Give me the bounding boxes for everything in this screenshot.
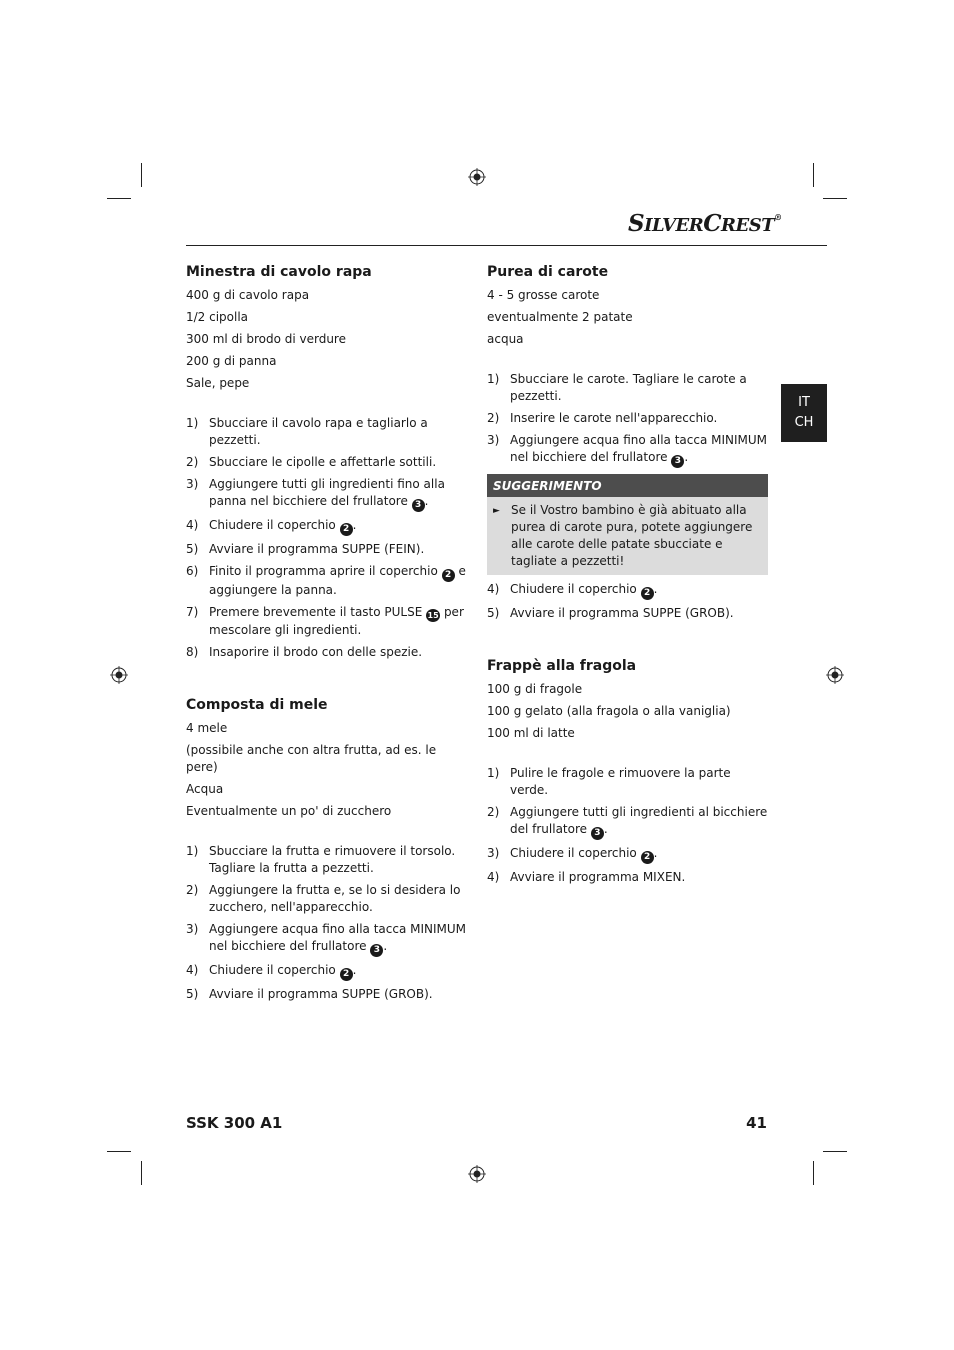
ingredient-list: [487, 287, 768, 348]
arrow-bullet-icon: ►: [493, 506, 500, 516]
step-number: 2): [487, 411, 500, 425]
step-number: 4): [186, 518, 199, 532]
step-list: [186, 843, 468, 1003]
step-number: 3): [186, 477, 199, 491]
step-number: 4): [186, 963, 199, 977]
step-item: [487, 845, 768, 864]
step-text: Aggiungere acqua fino alla tacca MINIMUM nel bicchiere del frullatore 3 .: [510, 433, 768, 466]
step-list: [487, 581, 768, 622]
step-text: Inserire le carote nell'apparecchio.: [510, 411, 718, 425]
ingredient-item: 200 g di panna: [186, 354, 277, 368]
recipe-title: Minestra di cavolo rapa: [186, 264, 372, 280]
step-number: 3): [487, 846, 500, 860]
step-item: [186, 604, 468, 639]
ingredient-item: 100 g gelato (alla fragola o alla vaniglia): [487, 704, 731, 718]
ingredient-item: Sale, pepe: [186, 376, 250, 390]
crop-mark: [141, 163, 142, 187]
step-item: [487, 432, 768, 468]
step-number: 1): [487, 372, 500, 386]
step-item: [186, 843, 468, 877]
step-text: Chiudere il coperchio 2 .: [510, 846, 658, 862]
step-text: Sbucciare la frutta e rimuovere il torsolo. Tagliare la frutta a pezzetti.: [209, 844, 456, 875]
step-number: 5): [186, 987, 199, 1001]
ingredient-item: eventualmente 2 patate: [487, 310, 633, 324]
step-item: [186, 541, 468, 558]
part-reference-icon: 3: [671, 455, 684, 468]
step-item: [487, 605, 768, 622]
step-text: Avviare il programma SUPPE (GROB).: [209, 987, 433, 1001]
step-number: 3): [186, 922, 199, 936]
ingredient-item: (possibile anche con altra frutta, ad es. le pere): [186, 743, 437, 774]
step-text: Aggiungere tutti gli ingredienti fino alla panna nel bicchiere del frullatore 3 .: [209, 477, 445, 510]
part-reference-icon: 15: [427, 611, 439, 620]
ingredient-list: [186, 287, 468, 392]
step-number: 8): [186, 645, 199, 659]
ingredient-item: 300 ml di brodo di verdure: [186, 332, 346, 346]
ingredient-item: 4 - 5 grosse carote: [487, 288, 600, 302]
step-item: [186, 962, 468, 981]
part-reference-icon: 3: [412, 499, 425, 512]
model-number: SSK 300 A1: [186, 1114, 283, 1132]
registration-mark-icon: [826, 666, 844, 684]
tip-text: Se il Vostro bambino è già abituato alla purea di carote pura, potete aggiungere alle carote delle patate sbucciate e tagliate a pezzetti!: [511, 503, 753, 568]
step-number: 2): [487, 805, 500, 819]
recipe-title: Composta di mele: [186, 697, 328, 713]
step-item: [186, 517, 468, 536]
step-text: Premere brevemente il tasto PULSE 15 per mescolare gli ingredienti.: [209, 605, 464, 637]
country-code: CH: [794, 415, 814, 430]
step-text: Chiudere il coperchio 2 .: [510, 582, 658, 598]
right-column: [487, 264, 768, 891]
step-item: [186, 454, 468, 471]
step-text: Sbucciare le carote. Tagliare le carote a pezzetti.: [510, 372, 747, 403]
step-text: Aggiungere la frutta e, se lo si desidera lo zucchero, nell'apparecchio.: [209, 883, 461, 914]
crop-mark: [107, 1151, 131, 1152]
left-column: [186, 264, 468, 1008]
step-item: [487, 765, 768, 799]
step-item: [186, 986, 468, 1003]
step-item: [487, 371, 768, 405]
part-reference-icon: 3: [591, 827, 604, 840]
step-text: Insaporire il brodo con delle spezie.: [209, 645, 423, 659]
part-reference-icon: 2: [641, 851, 654, 864]
step-number: 1): [487, 766, 500, 780]
step-list: [487, 371, 768, 468]
step-list: [186, 415, 468, 661]
step-item: [487, 581, 768, 600]
step-item: [487, 869, 768, 886]
recipe-title: Purea di carote: [487, 264, 609, 280]
step-item: [186, 415, 468, 449]
step-item: [186, 882, 468, 916]
crop-mark: [813, 1161, 814, 1185]
step-number: 2): [186, 455, 199, 469]
registration-mark-icon: [468, 168, 486, 186]
step-item: [186, 644, 468, 661]
registration-mark-icon: [110, 666, 128, 684]
step-number: 5): [186, 542, 199, 556]
ingredient-item: acqua: [487, 332, 524, 346]
step-number: 7): [186, 605, 199, 619]
step-number: 1): [186, 416, 199, 430]
ingredient-item: 100 g di fragole: [487, 682, 583, 696]
recipe-title: Frappè alla fragola: [487, 658, 637, 674]
crop-mark: [107, 198, 131, 199]
step-number: 3): [487, 433, 500, 447]
crop-mark: [141, 1161, 142, 1185]
ingredient-item: 400 g di cavolo rapa: [186, 288, 310, 302]
tip-box: [487, 497, 768, 575]
step-text: Aggiungere acqua fino alla tacca MINIMUM nel bicchiere del frullatore 3 .: [209, 922, 467, 955]
step-number: 5): [487, 606, 500, 620]
ingredient-item: 1/2 cipolla: [186, 310, 249, 324]
part-reference-icon: 2: [442, 569, 455, 582]
part-reference-icon: 2: [340, 968, 353, 981]
step-text: Finito il programma aprire il coperchio 2 e aggiungere la panna.: [209, 564, 466, 597]
step-item: [487, 804, 768, 840]
header-divider: [186, 245, 827, 246]
step-item: [487, 410, 768, 427]
crop-mark: [823, 1151, 847, 1152]
ingredient-list: [487, 681, 768, 742]
ingredient-list: [186, 720, 468, 820]
step-number: 4): [487, 870, 500, 884]
brand-logo: SILVERCREST®: [628, 210, 782, 237]
ingredient-item: Eventualmente un po' di zucchero: [186, 804, 392, 818]
step-number: 1): [186, 844, 199, 858]
part-reference-icon: 2: [641, 587, 654, 600]
language-code: IT: [798, 395, 810, 410]
ingredient-item: 4 mele: [186, 721, 228, 735]
step-text: Avviare il programma SUPPE (GROB).: [510, 606, 734, 620]
step-text: Avviare il programma SUPPE (FEIN).: [209, 542, 425, 556]
page-number: 41: [746, 1114, 767, 1132]
ingredient-item: Acqua: [186, 782, 224, 796]
step-text: Avviare il programma MIXEN.: [510, 870, 686, 884]
step-number: 2): [186, 883, 199, 897]
ingredient-item: 100 ml di latte: [487, 726, 575, 740]
crop-mark: [813, 163, 814, 187]
step-number: 4): [487, 582, 500, 596]
tip-heading: SUGGERIMENTO: [487, 474, 768, 497]
step-list: [487, 765, 768, 886]
step-item: [186, 563, 468, 599]
language-tab: [781, 384, 827, 442]
step-item: [186, 921, 468, 957]
step-text: Pulire le fragole e rimuovere la parte verde.: [510, 766, 731, 797]
step-text: Sbucciare il cavolo rapa e tagliarlo a pezzetti.: [209, 416, 428, 447]
part-reference-icon: 2: [340, 523, 353, 536]
step-item: [186, 476, 468, 512]
step-text: Chiudere il coperchio 2 .: [209, 518, 357, 534]
step-text: Sbucciare le cipolle e affettarle sottili.: [209, 455, 437, 469]
part-reference-icon: 3: [370, 944, 383, 957]
step-number: 6): [186, 564, 199, 578]
registration-mark-icon: [468, 1165, 486, 1183]
step-text: Aggiungere tutti gli ingredienti al bicchiere del frullatore 3 .: [510, 805, 768, 838]
step-text: Chiudere il coperchio 2 .: [209, 963, 357, 979]
crop-mark: [823, 198, 847, 199]
